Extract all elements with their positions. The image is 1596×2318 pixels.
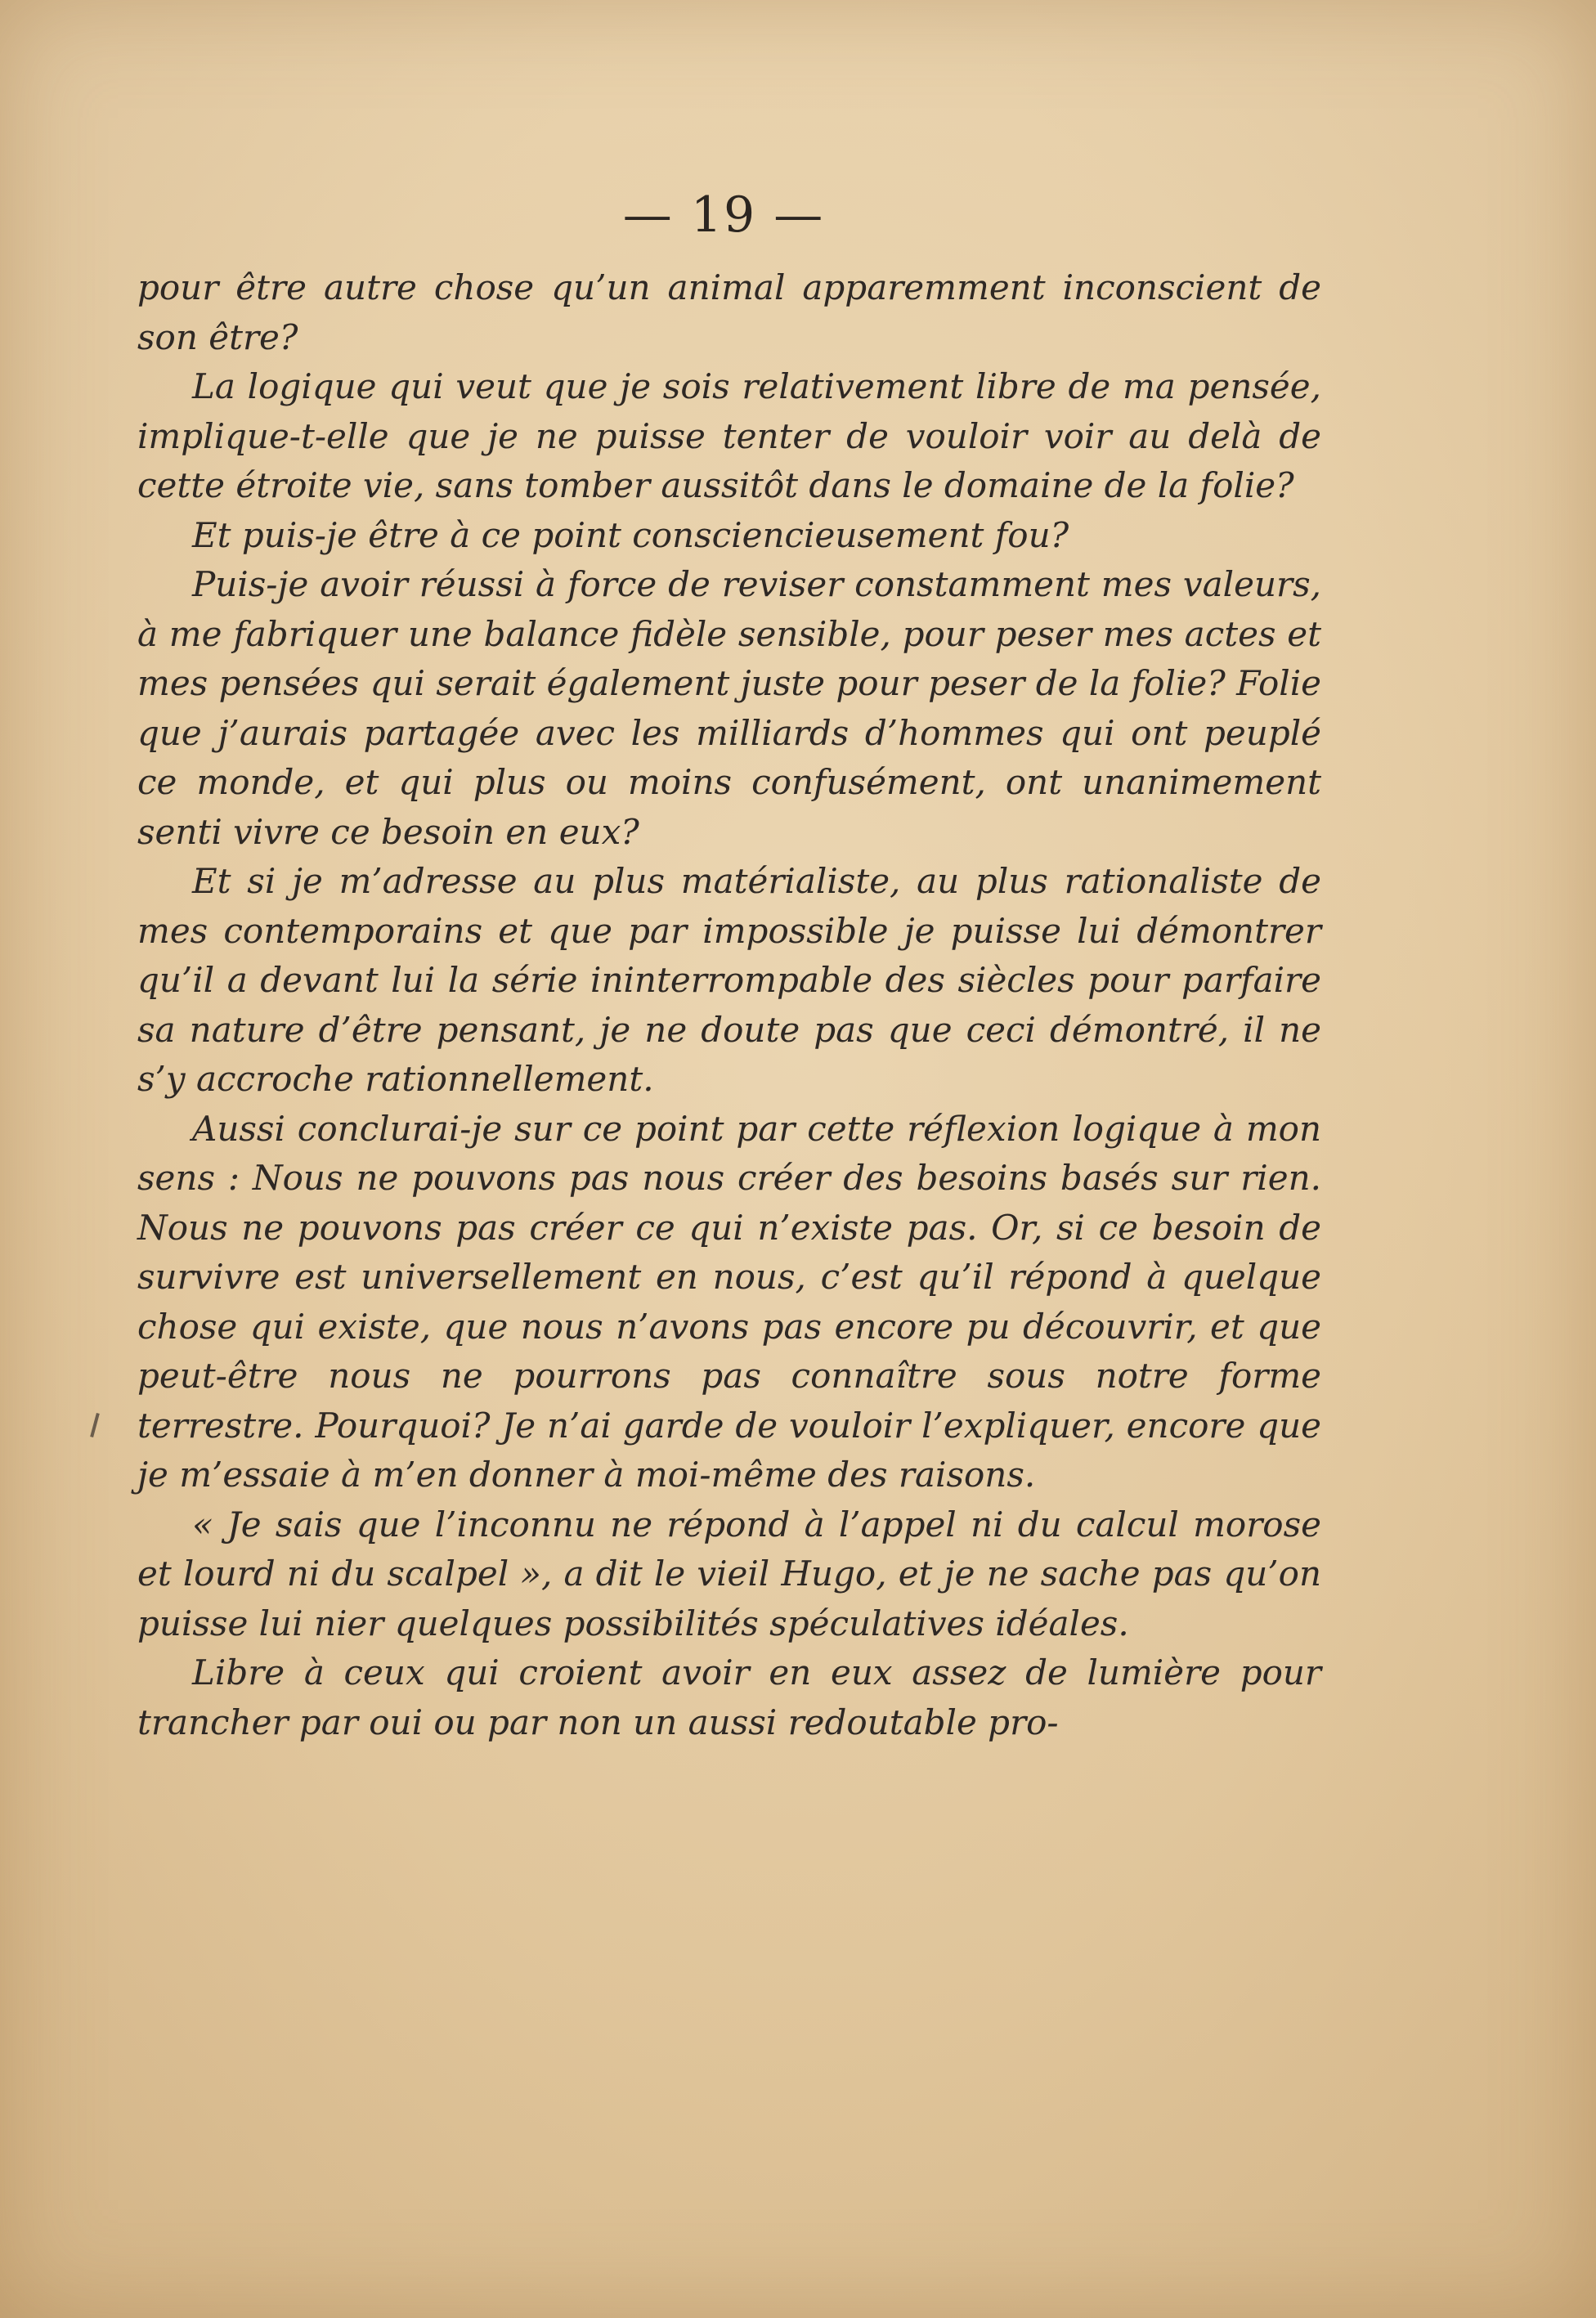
paragraph-4: Puis-je avoir réussi à force de reviser constamment mes valeurs, à me fabriquer une balance fidèle sensible, pour peser mes actes et mes pensées qui serait également juste pour peser de la folie? Folie que j’aurais partagée avec les milliards d’hommes qui ont peuplé ce monde, et qui plus ou moins confusément, ont unanimement senti vivre ce besoin en eux? xyxy=(137,564,1321,852)
paragraph-8: Libre à ceux qui croient avoir en eux assez de lumière pour trancher par oui ou par non un aussi redoutable pro- xyxy=(137,1652,1321,1742)
paragraph-5: Et si je m’adresse au plus matérialiste, au plus rationaliste de mes contemporains et que par impossible je puisse lui démontrer qu’il a devant lui la série ininterrompable des siècles pour parfaire sa nature d’être pensant, je ne doute pas que ceci démontré, il ne s’y accroche rationnellement. xyxy=(137,861,1321,1099)
paragraph-6: Aussi conclurai-je sur ce point par cette réflexion logique à mon sens : Nous ne pouvons pas nous créer des besoins basés sur rien. Nous ne pouvons pas créer ce qui n’existe pas. Or, si ce besoin de survivre est universellement en nous, c’est qu’il répond à quelque chose qui existe, que nous n’avons pas encore pu découvrir, et que peut-être nous ne pourrons pas connaître sous notre forme terrestre. Pourquoi? Je n’ai garde de vouloir l’expliquer, encore que je m’essaie à m’en donner à moi-même des raisons. xyxy=(137,1108,1321,1495)
paragraph-2: La logique qui veut que je sois relativement libre de ma pensée, implique-t-elle que je ne puisse tenter de vouloir voir au delà de cette étroite vie, sans tomber aussitôt dans le domaine de la folie? xyxy=(137,366,1321,505)
page-number: — 19 — xyxy=(622,186,825,244)
paragraph-7: « Je sais que l’inconnu ne répond à l’appel ni du calcul morose et lourd ni du scalpel », a dit le vieil Hugo, et je ne sache pas qu’on puisse lui nier quelques possibilités spéculatives idéales. xyxy=(137,1504,1321,1643)
paragraph-3: Et puis-je être à ce point consciencieusement fou? xyxy=(192,514,1069,555)
margin-mark xyxy=(90,1413,100,1437)
paragraph-1: pour être autre chose qu’un animal apparemment inconscient de son être? xyxy=(137,267,1321,357)
body-text xyxy=(137,263,1321,1747)
